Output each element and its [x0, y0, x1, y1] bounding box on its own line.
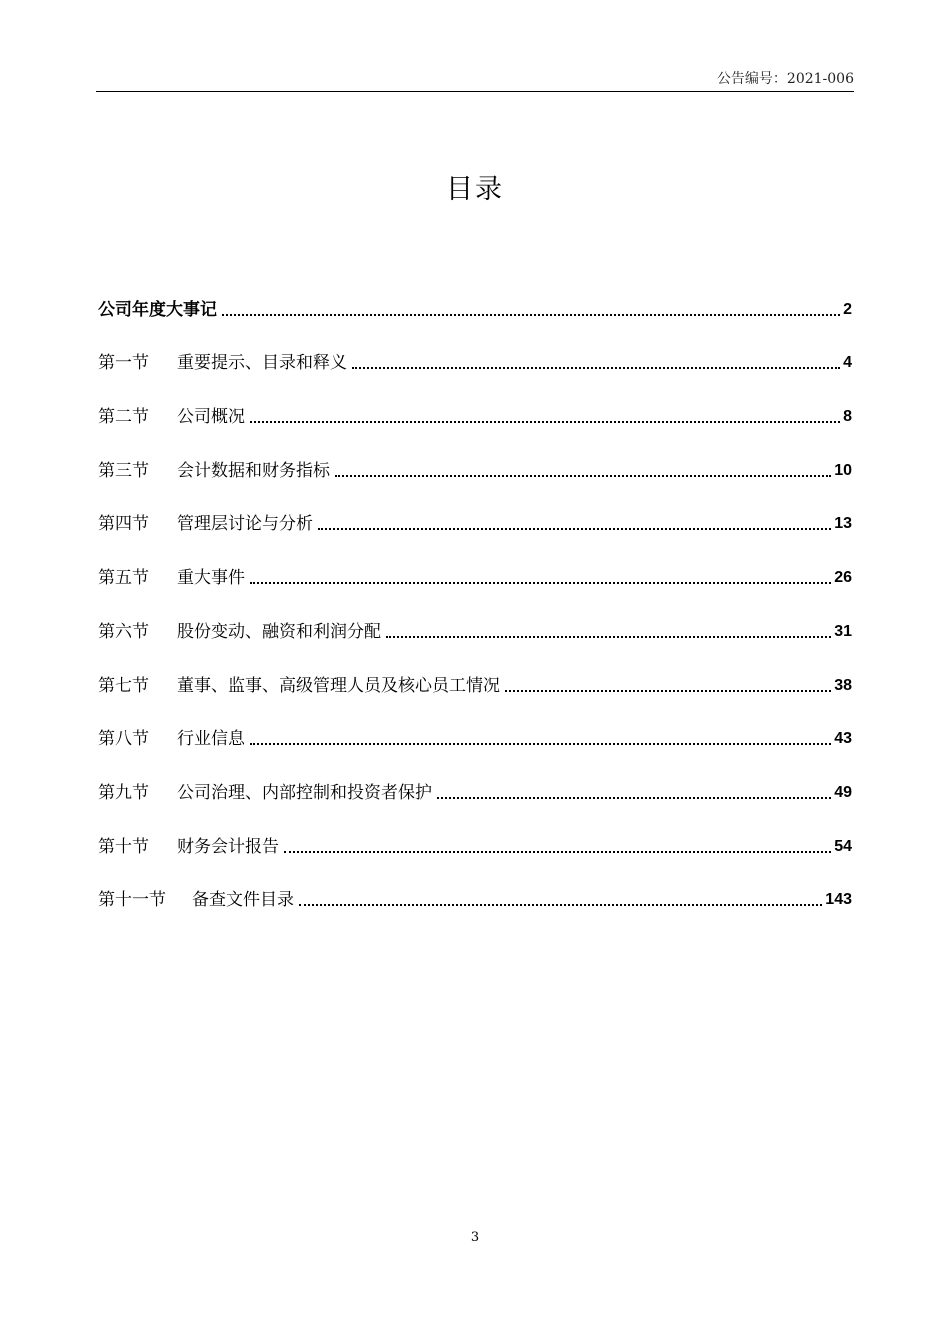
toc-page-number: 31: [834, 622, 852, 640]
table-of-contents: [98, 268, 852, 912]
toc-entry-section-8[interactable]: [98, 698, 852, 752]
toc-entry-title: 行业信息: [177, 729, 245, 750]
toc-page-number: 4: [843, 354, 852, 372]
toc-section-label: 第十节: [98, 836, 149, 857]
toc-section-label: 第八节: [98, 729, 149, 750]
dot-leader: [250, 582, 831, 584]
dot-leader: [250, 743, 831, 745]
page-number: 3: [470, 1230, 480, 1245]
toc-entry-section-2[interactable]: [98, 375, 852, 429]
toc-section-label: 第五节: [98, 568, 149, 589]
page-title: 目录: [446, 174, 504, 205]
toc-entry-title: 备查文件目录: [192, 890, 294, 911]
toc-section-label: 第九节: [98, 782, 149, 803]
toc-entry-section-1[interactable]: [98, 322, 852, 376]
toc-section-label: 第三节: [98, 460, 149, 481]
toc-entry-section-11[interactable]: [98, 859, 852, 913]
toc-section-label: 第一节: [98, 353, 149, 374]
toc-section-label: 第七节: [98, 675, 149, 696]
dot-leader: [335, 475, 831, 477]
toc-entry-section-6[interactable]: [98, 590, 852, 644]
dot-leader: [250, 421, 840, 423]
toc-entry-section-3[interactable]: [98, 429, 852, 483]
toc-entry-title: 股份变动、融资和利润分配: [177, 621, 381, 642]
toc-entry-title: 公司年度大事记: [98, 299, 217, 320]
toc-entry-section-7[interactable]: [98, 644, 852, 698]
toc-section-label: 第二节: [98, 407, 149, 428]
toc-entry-title: 财务会计报告: [177, 836, 279, 857]
toc-entry-section-4[interactable]: [98, 483, 852, 537]
toc-page-number: 8: [843, 408, 852, 426]
toc-page-number: 143: [825, 891, 852, 909]
toc-entry-title: 会计数据和财务指标: [177, 460, 330, 481]
toc-page-number: 13: [834, 515, 852, 533]
toc-entry-title: 重大事件: [177, 568, 245, 589]
toc-entry-title: 公司概况: [177, 407, 245, 428]
toc-entry-annual-events[interactable]: [98, 268, 852, 322]
toc-page-number: 38: [834, 676, 852, 694]
toc-page-number: 26: [834, 569, 852, 587]
toc-section-label: 第六节: [98, 621, 149, 642]
dot-leader: [386, 636, 831, 638]
dot-leader: [505, 690, 831, 692]
notice-number: 公告编号：2021-006: [716, 71, 854, 87]
toc-section-label: 第四节: [98, 514, 149, 535]
toc-page-number: 2: [843, 300, 852, 318]
dot-leader: [284, 851, 831, 853]
toc-entry-section-10[interactable]: [98, 805, 852, 859]
toc-entry-title: 董事、监事、高级管理人员及核心员工情况: [177, 675, 500, 696]
dot-leader: [352, 367, 840, 369]
dot-leader: [437, 797, 831, 799]
dot-leader: [222, 314, 840, 316]
toc-entry-title: 重要提示、目录和释义: [177, 353, 347, 374]
toc-page-number: 10: [834, 461, 852, 479]
toc-entry-section-5[interactable]: [98, 536, 852, 590]
toc-page-number: 54: [834, 837, 852, 855]
dot-leader: [299, 904, 822, 906]
toc-entry-section-9[interactable]: [98, 751, 852, 805]
toc-page-number: 49: [834, 783, 852, 801]
toc-entry-title: 管理层讨论与分析: [177, 514, 313, 535]
toc-section-label: 第十一节: [98, 890, 166, 911]
dot-leader: [318, 528, 831, 530]
page-header: [96, 64, 854, 92]
toc-entry-title: 公司治理、内部控制和投资者保护: [177, 782, 432, 803]
toc-page-number: 43: [834, 730, 852, 748]
